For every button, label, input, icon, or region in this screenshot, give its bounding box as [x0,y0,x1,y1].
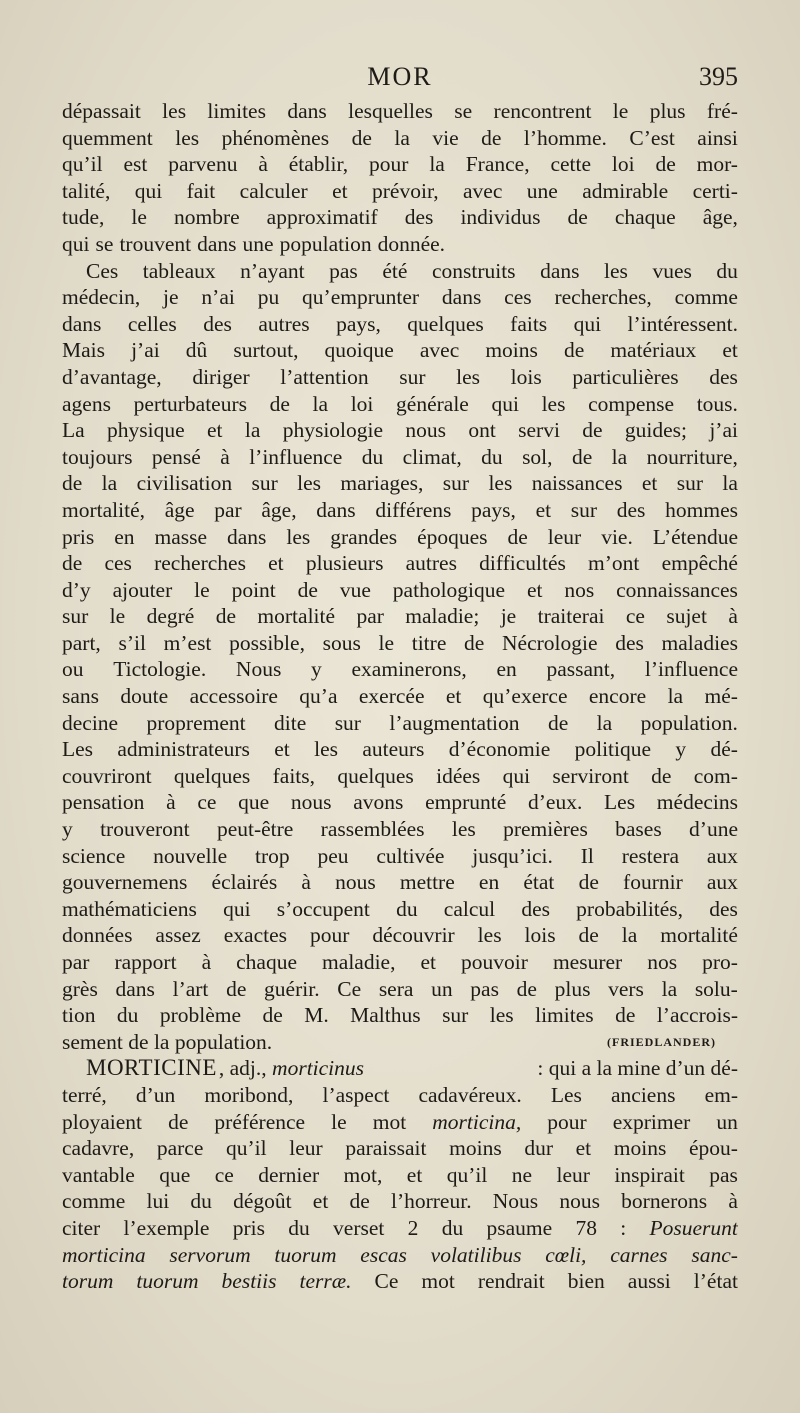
text-line: part, s’il m’est possible, sous le titre de Nécrologie des maladies [62,630,738,655]
text-line: couvriront quelques faits, quelques idées qui serviront de com- [62,763,738,788]
text-line: Ces tableaux n’ayant pas été construits dans les vues du [86,258,738,283]
text-line: agens perturbateurs de la loi générale qui les compense tous. [62,391,738,416]
text-line: de ces recherches et plusieurs autres difficultés m’ont empêché [62,551,738,576]
page-number: 395 [699,62,738,91]
text-line: par rapport à chaque maladie, et pouvoir mesurer nos pro- [62,950,738,974]
article-morticine [62,1082,738,1295]
text-line: grès dans l’art de guérir. Ce sera un pas de plus vers la solu- [62,976,738,1001]
entry-text-line: vantable que ce dernier mot, et qu’il ne leur inspirait pas [62,1162,738,1187]
entry-definition-start: : qui a la mine d’un dé- [532,1056,738,1081]
text-line: quemment les phénomènes de la vie de l’homme. C’est ainsi [62,125,738,150]
text-line: toujours pensé à l’influence du climat, du sol, de la nourriture, [62,444,738,469]
text-line: La physique et la physiologie nous ont servi de guides; j’ai [62,418,738,443]
body-text [62,98,738,1295]
text-line: gouvernemens éclairés à nous mettre en état de fournir aux [62,870,738,895]
text-line: mathématiciens qui s’occupent du calcul des probabilités, des [62,896,738,921]
text-line: sur le degré de mortalité par maladie; je traiterai ce sujet à [62,604,738,629]
entry-text-line: ployaient de préférence le mot morticina, pour exprimer un [62,1109,738,1134]
article-mortalite-continuation [62,98,738,1029]
entry-text-line: morticina servorum tuorum escas volatilibus cœli, carnes sanc- [62,1242,738,1267]
text-line: talité, qui fait calculer et prévoir, avec une admirable certi- [62,178,738,203]
text-line: d’y ajouter le point de vue pathologique et nos connaissances [62,577,738,602]
text-line: données assez exactes pour découvrir les lois de la mortalité [62,923,738,948]
text-line: médecin, je n’ai pu qu’emprunter dans ces recherches, comme [62,285,738,310]
entry-text-line: comme lui du dégoût et de l’horreur. Nous nous bornerons à [62,1189,738,1214]
text-line: dans celles des autres pays, quelques faits qui l’intéressent. [62,311,738,336]
text-line: sans doute accessoire qu’a exercée et qu’exerce encore la mé- [62,684,738,709]
author-signature: (FRIEDLANDER) [607,1034,716,1049]
text-line: Les administrateurs et les auteurs d’économie politique y dé- [62,737,738,762]
entry-headword: MORTICINE [86,1055,217,1081]
text-line: tude, le nombre approximatif des individus de chaque âge, [62,205,738,230]
text-line: science nouvelle trop peu cultivée jusqu’ici. Il restera aux [62,843,738,868]
header-title: MOR [367,62,433,91]
entry-headline [62,1055,738,1082]
text-line: ou Tictologie. Nous y examinerons, en passant, l’influence [62,657,738,682]
entry-pos: , adj., [218,1056,273,1081]
signature-line [62,1029,738,1056]
text-line: de la civilisation sur les mariages, sur les naissances et sur la [62,471,738,496]
text-line: dépassait les limites dans lesquelles se rencontrent le plus fré- [62,99,738,123]
text-line: mortalité, âge par âge, dans différens pays, et sur des hommes [62,497,738,522]
text-line: tion du problème de M. Malthus sur les limites de l’accrois- [62,1003,738,1028]
running-header [62,62,738,98]
text-line: pris en masse dans les grandes époques de leur vie. L’étendue [62,524,738,549]
entry-text-line: terré, d’un moribond, l’aspect cadavéreux. Les anciens em- [62,1082,738,1107]
text-line: qu’il est parvenu à établir, pour la France, cette loi de mor- [62,152,738,177]
entry-latin: morticinus [272,1056,365,1081]
entry-text-line: cadavre, parce qu’il leur paraissait moins dur et moins épou- [62,1136,738,1161]
text-line: qui se trouvent dans une population donnée. [62,231,446,256]
text-line: d’avantage, diriger l’attention sur les lois particulières des [62,364,738,389]
text-line: y trouveront peut-être rassemblées les premières bases d’une [62,817,738,842]
text-line: decine proprement dite sur l’augmentation de la population. [62,710,738,735]
text-line: pensation à ce que nous avons emprunté d’eux. Les médecins [62,790,738,815]
signature-line-text: sement de la population. [62,1029,273,1054]
text-line: Mais j’ai dû surtout, quoique avec moins de matériaux et [62,338,738,363]
entry-text-line: citer l’exemple pris du verset 2 du psaume 78 : Posuerunt [62,1215,738,1240]
entry-text-line: torum tuorum bestiis terræ. Ce mot rendrait bien aussi l’état [62,1269,738,1294]
